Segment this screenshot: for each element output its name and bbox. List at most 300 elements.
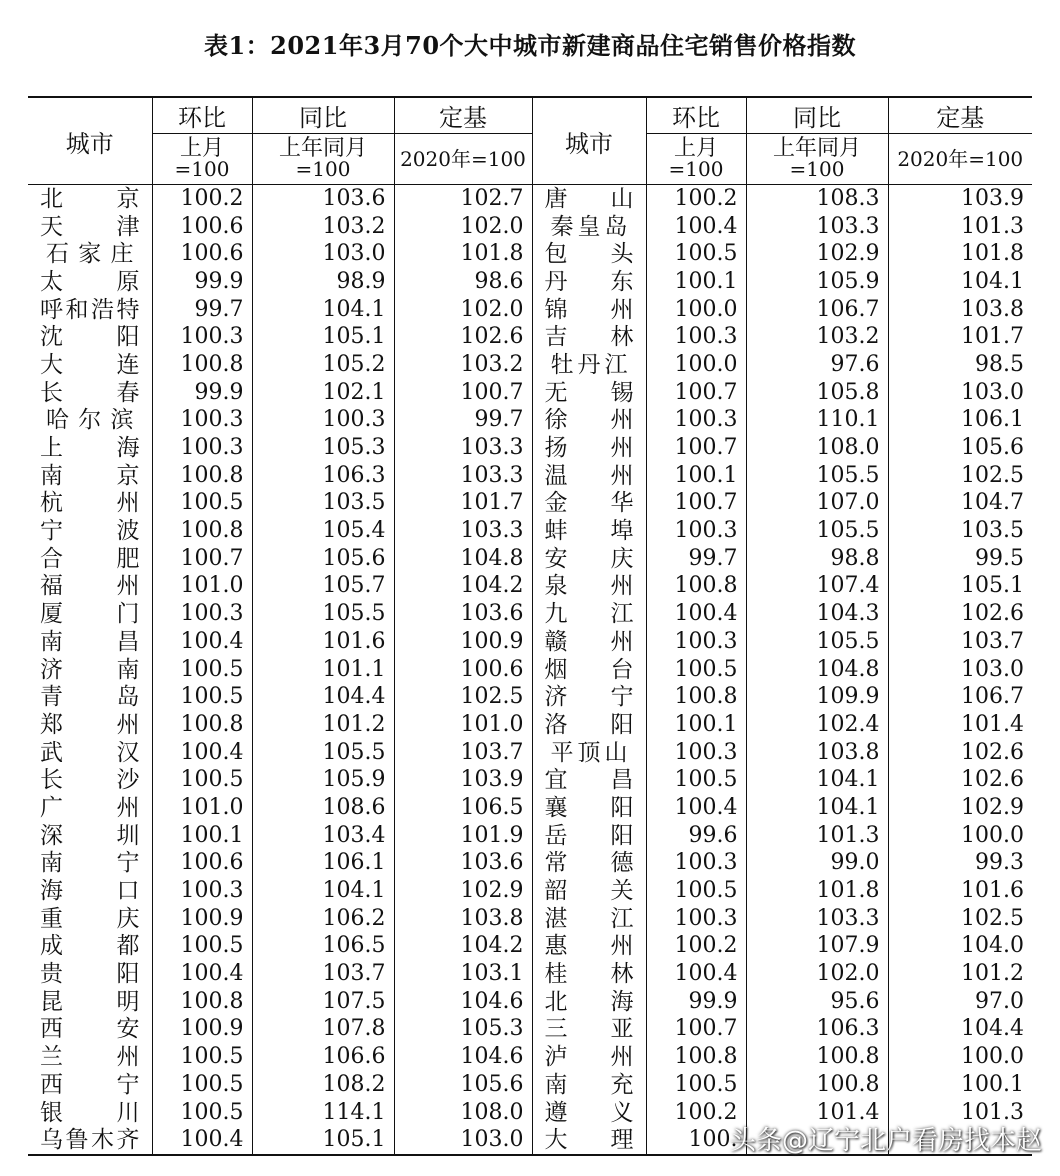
- table-row: [28, 407, 1032, 435]
- fixed-value-left: 104.6: [394, 988, 532, 1016]
- yoy-value-left: 103.0: [252, 240, 394, 268]
- yoy-value-left: 101.2: [252, 711, 394, 739]
- city-label: 三 亚: [544, 1016, 634, 1043]
- city-name-right: [532, 1126, 646, 1155]
- yoy-value-right: 110.1: [746, 407, 888, 435]
- fixed-value-right: 104.0: [888, 933, 1032, 961]
- table-row: [28, 379, 1032, 407]
- yoy-value-right: 106.3: [746, 1016, 888, 1044]
- table-row: [28, 323, 1032, 351]
- yoy-header-right: 同比: [746, 97, 888, 134]
- yoy-value-left: 106.5: [252, 933, 394, 961]
- fixed-value-right: 104.7: [888, 490, 1032, 518]
- city-name-left: [28, 573, 152, 601]
- mom-value-right: 100.2: [646, 1099, 746, 1127]
- mom-value-right: 100.7: [646, 490, 746, 518]
- yoy-value-right: 100.8: [746, 1043, 888, 1071]
- city-label: 大 理: [544, 1127, 634, 1154]
- fixed-value-left: 103.0: [394, 1126, 532, 1155]
- city-label: 上 海: [40, 435, 140, 462]
- city-name-left: [28, 462, 152, 490]
- city-label: 济 宁: [544, 684, 634, 711]
- table-row: [28, 600, 1032, 628]
- fixed-value-left: 108.0: [394, 1099, 532, 1127]
- fixed-value-right: 105.6: [888, 434, 1032, 462]
- city-label: 福 州: [40, 573, 140, 600]
- mom-value-right: 100.2: [646, 185, 746, 213]
- yoy-value-left: 98.9: [252, 268, 394, 296]
- fixed-value-left: 102.9: [394, 877, 532, 905]
- table-row: [28, 1071, 1032, 1099]
- city-name-right: [532, 933, 646, 961]
- mom-value-right: 100.7: [646, 434, 746, 462]
- mom-value-left: 100.6: [152, 240, 252, 268]
- fixed-value-left: 104.2: [394, 933, 532, 961]
- city-label: 重 庆: [40, 905, 140, 932]
- mom-value-right: 99.6: [646, 822, 746, 850]
- city-header-right: 城市: [532, 97, 646, 185]
- city-name-left: [28, 379, 152, 407]
- city-label: 西 安: [40, 1016, 140, 1043]
- yoy-value-right: 95.6: [746, 988, 888, 1016]
- mom-value-left: 100.6: [152, 850, 252, 878]
- city-label: 牡 丹 江: [550, 351, 628, 378]
- mom-value-left: 100.8: [152, 517, 252, 545]
- yoy-value-left: 106.3: [252, 462, 394, 490]
- table-title: 表1：2021年3月70个大中城市新建商品住宅销售价格指数: [203, 31, 857, 60]
- mom-value-right: 100.1: [646, 462, 746, 490]
- city-name-left: [28, 739, 152, 767]
- city-label: 襄 阳: [544, 794, 634, 821]
- mom-value-left: 100.1: [152, 822, 252, 850]
- city-name-left: [28, 628, 152, 656]
- yoy-value-left: 108.2: [252, 1071, 394, 1099]
- fixed-value-left: 104.6: [394, 1043, 532, 1071]
- table-row: [28, 988, 1032, 1016]
- fixed-value-left: 102.6: [394, 323, 532, 351]
- fixed-value-left: 101.0: [394, 711, 532, 739]
- yoy-value-left: 105.7: [252, 573, 394, 601]
- city-name-left: [28, 1016, 152, 1044]
- mom-value-right: 100.4: [646, 213, 746, 241]
- city-name-left: [28, 1071, 152, 1099]
- city-name-left: [28, 240, 152, 268]
- fixed-value-right: 106.7: [888, 683, 1032, 711]
- mom-value-left: 100.5: [152, 490, 252, 518]
- city-label: 南 充: [544, 1071, 634, 1098]
- mom-value-left: 100.5: [152, 1099, 252, 1127]
- mom-value-right: 100.3: [646, 905, 746, 933]
- mom-value-left: 100.2: [152, 185, 252, 213]
- yoy-value-right: 97.6: [746, 351, 888, 379]
- yoy-value-right: 105.5: [746, 517, 888, 545]
- mom-value-left: 100.5: [152, 683, 252, 711]
- city-label: 大 连: [40, 351, 140, 378]
- table-row: [28, 296, 1032, 324]
- city-header-left: 城市: [28, 97, 152, 185]
- mom-value-left: 100.5: [152, 933, 252, 961]
- city-name-left: [28, 600, 152, 628]
- mom-base-line2: =100: [668, 157, 724, 181]
- mom-value-left: 100.5: [152, 1071, 252, 1099]
- yoy-value-left: 102.1: [252, 379, 394, 407]
- yoy-value-left: 108.6: [252, 794, 394, 822]
- fixed-value-right: 102.9: [888, 794, 1032, 822]
- city-name-left: [28, 407, 152, 435]
- table-row: [28, 1016, 1032, 1044]
- mom-value-right: 100.3: [646, 739, 746, 767]
- mom-value-right: 100.4: [646, 600, 746, 628]
- city-name-left: [28, 490, 152, 518]
- city-label: 深 圳: [40, 822, 140, 849]
- mom-base-left: [152, 134, 252, 185]
- city-label: 杭 州: [40, 490, 140, 517]
- mom-value-right: 100.5: [646, 877, 746, 905]
- fixed-value-left: 103.1: [394, 960, 532, 988]
- mom-header-left: 环比: [152, 97, 252, 134]
- city-name-left: [28, 905, 152, 933]
- fixed-value-right: 105.1: [888, 573, 1032, 601]
- fixed-value-left: 103.3: [394, 462, 532, 490]
- mom-value-left: 100.7: [152, 545, 252, 573]
- city-name-left: [28, 960, 152, 988]
- city-label: 太 原: [40, 268, 140, 295]
- fixed-value-left: 103.2: [394, 351, 532, 379]
- fixed-value-left: 100.9: [394, 628, 532, 656]
- fixed-value-right: 102.5: [888, 462, 1032, 490]
- table-row: [28, 573, 1032, 601]
- table-row: [28, 517, 1032, 545]
- city-name-left: [28, 683, 152, 711]
- yoy-value-left: 105.2: [252, 351, 394, 379]
- city-label: 平 顶 山: [550, 739, 628, 766]
- fixed-value-left: 103.7: [394, 739, 532, 767]
- yoy-value-left: 105.1: [252, 1126, 394, 1155]
- yoy-value-left: 101.1: [252, 656, 394, 684]
- city-label: 洛 阳: [544, 711, 634, 738]
- city-label: 济 南: [40, 656, 140, 683]
- mom-value-left: 100.4: [152, 628, 252, 656]
- city-label: 南 京: [40, 462, 140, 489]
- yoy-value-left: 103.6: [252, 185, 394, 213]
- table-row: [28, 933, 1032, 961]
- city-name-right: [532, 351, 646, 379]
- city-name-left: [28, 323, 152, 351]
- city-label: 西 宁: [40, 1071, 140, 1098]
- fixed-value-right: 101.2: [888, 960, 1032, 988]
- city-name-left: [28, 1126, 152, 1155]
- city-name-left: [28, 268, 152, 296]
- table-row: [28, 1043, 1032, 1071]
- city-label: 乌 鲁 木 齐: [40, 1127, 140, 1154]
- table-row: [28, 628, 1032, 656]
- city-name-right: [532, 683, 646, 711]
- city-name-left: [28, 988, 152, 1016]
- yoy-value-left: 103.7: [252, 960, 394, 988]
- mom-value-left: 100.5: [152, 1043, 252, 1071]
- fixed-value-right: 102.6: [888, 766, 1032, 794]
- mom-value-left: 100.9: [152, 1016, 252, 1044]
- fixed-value-left: 103.8: [394, 905, 532, 933]
- yoy-value-right: 102.0: [746, 960, 888, 988]
- fixed-value-left: 103.3: [394, 517, 532, 545]
- fixed-value-right: 97.0: [888, 988, 1032, 1016]
- price-index-table: [28, 96, 1032, 1156]
- city-name-left: [28, 545, 152, 573]
- city-name-right: [532, 711, 646, 739]
- city-name-right: [532, 656, 646, 684]
- city-label: 温 州: [544, 462, 634, 489]
- yoy-base-line2: =100: [789, 157, 845, 181]
- mom-value-left: 100.3: [152, 434, 252, 462]
- yoy-value-right: 107.0: [746, 490, 888, 518]
- city-label: 秦 皇 岛: [550, 213, 628, 240]
- city-name-right: [532, 766, 646, 794]
- yoy-value-left: 104.1: [252, 296, 394, 324]
- mom-value-right: 100.3: [646, 517, 746, 545]
- city-label: 南 宁: [40, 850, 140, 877]
- yoy-value-right: 105.8: [746, 379, 888, 407]
- mom-value-right: 100.5: [646, 1071, 746, 1099]
- city-label: 合 肥: [40, 545, 140, 572]
- city-name-right: [532, 434, 646, 462]
- mom-value-right: 100.8: [646, 683, 746, 711]
- fixed-value-left: 106.5: [394, 794, 532, 822]
- yoy-value-right: 100.8: [746, 1071, 888, 1099]
- city-name-right: [532, 1016, 646, 1044]
- fixed-value-right: 102.6: [888, 600, 1032, 628]
- city-label: 徐 州: [544, 407, 634, 434]
- mom-value-left: 100.3: [152, 877, 252, 905]
- fixed-value-left: 99.7: [394, 407, 532, 435]
- yoy-value-left: 103.4: [252, 822, 394, 850]
- city-label: 九 江: [544, 601, 634, 628]
- city-label: 长 春: [40, 379, 140, 406]
- mom-base-right: [646, 134, 746, 185]
- mom-value-right: 100.5: [646, 766, 746, 794]
- fixed-value-right: 103.0: [888, 379, 1032, 407]
- fixed-value-left: 103.6: [394, 600, 532, 628]
- yoy-value-left: 105.9: [252, 766, 394, 794]
- yoy-base-right: [746, 134, 888, 185]
- city-name-right: [532, 877, 646, 905]
- mom-header-right: 环比: [646, 97, 746, 134]
- fixed-value-left: 102.5: [394, 683, 532, 711]
- city-label: 泉 州: [544, 573, 634, 600]
- city-label: 蚌 埠: [544, 518, 634, 545]
- mom-value-right: 100.3: [646, 850, 746, 878]
- city-name-right: [532, 1099, 646, 1127]
- mom-value-left: 100.3: [152, 323, 252, 351]
- mom-value-right: 100.1: [646, 268, 746, 296]
- fixed-value-left: 98.6: [394, 268, 532, 296]
- city-name-right: [532, 573, 646, 601]
- yoy-value-right: 108.0: [746, 434, 888, 462]
- fixed-value-right: 102.5: [888, 905, 1032, 933]
- mom-value-left: 100.4: [152, 739, 252, 767]
- city-label: 兰 州: [40, 1044, 140, 1071]
- city-label: 惠 州: [544, 933, 634, 960]
- yoy-value-right: 101.3: [746, 822, 888, 850]
- fixed-value-right: 99.3: [888, 850, 1032, 878]
- yoy-value-left: 103.5: [252, 490, 394, 518]
- table-row: [28, 545, 1032, 573]
- yoy-value-right: 103.2: [746, 323, 888, 351]
- table-row: [28, 490, 1032, 518]
- city-name-right: [532, 628, 646, 656]
- mom-value-left: 99.7: [152, 296, 252, 324]
- yoy-value-right: 105.9: [746, 268, 888, 296]
- city-name-right: [532, 407, 646, 435]
- fixed-value-right: 101.6: [888, 877, 1032, 905]
- mom-value-left: 100.8: [152, 351, 252, 379]
- fixed-value-left: 104.8: [394, 545, 532, 573]
- city-label: 桂 林: [544, 961, 634, 988]
- table-row: [28, 434, 1032, 462]
- city-label: 唐 山: [544, 185, 634, 212]
- city-label: 遵 义: [544, 1099, 634, 1126]
- yoy-base-left: [252, 134, 394, 185]
- yoy-base-line2: =100: [295, 157, 351, 181]
- fixed-value-left: 101.9: [394, 822, 532, 850]
- fixed-value-right: 100.0: [888, 822, 1032, 850]
- yoy-value-right: 104.3: [746, 600, 888, 628]
- city-label: 沈 阳: [40, 324, 140, 351]
- city-name-left: [28, 933, 152, 961]
- city-name-right: [532, 240, 646, 268]
- fixed-value-right: 100.1: [888, 1071, 1032, 1099]
- fixed-value-left: 101.7: [394, 490, 532, 518]
- table-row: [28, 268, 1032, 296]
- yoy-value-left: 106.2: [252, 905, 394, 933]
- yoy-value-right: 101.4: [746, 1099, 888, 1127]
- mom-value-right: 100.5: [646, 656, 746, 684]
- city-name-left: [28, 711, 152, 739]
- yoy-value-right: 99.0: [746, 850, 888, 878]
- city-label: 无 锡: [544, 379, 634, 406]
- yoy-value-left: 105.5: [252, 739, 394, 767]
- table-row: [28, 711, 1032, 739]
- mom-value-right: 100.3: [646, 407, 746, 435]
- mom-value-left: 100.5: [152, 766, 252, 794]
- city-label: 贵 阳: [40, 961, 140, 988]
- city-name-right: [532, 379, 646, 407]
- city-name-right: [532, 462, 646, 490]
- city-label: 包 头: [544, 241, 634, 268]
- yoy-value-right: 104.1: [746, 794, 888, 822]
- table-row: [28, 739, 1032, 767]
- mom-value-right: 99.7: [646, 545, 746, 573]
- city-name-right: [532, 185, 646, 213]
- yoy-value-left: 104.1: [252, 877, 394, 905]
- yoy-value-left: 114.1: [252, 1099, 394, 1127]
- table-row: [28, 240, 1032, 268]
- mom-value-left: 101.0: [152, 573, 252, 601]
- yoy-value-left: 105.5: [252, 600, 394, 628]
- city-name-left: [28, 517, 152, 545]
- fixed-base-left: 2020年=100: [394, 134, 532, 185]
- table-row: [28, 877, 1032, 905]
- table-header: [28, 97, 1032, 185]
- fixed-value-right: 101.8: [888, 240, 1032, 268]
- city-name-left: [28, 434, 152, 462]
- yoy-value-left: 106.6: [252, 1043, 394, 1071]
- city-label: 广 州: [40, 794, 140, 821]
- city-label: 烟 台: [544, 656, 634, 683]
- city-label: 金 华: [544, 490, 634, 517]
- mom-value-right: 100.7: [646, 379, 746, 407]
- city-label: 扬 州: [544, 435, 634, 462]
- table-row: [28, 822, 1032, 850]
- mom-value-left: 100.3: [152, 407, 252, 435]
- city-name-left: [28, 213, 152, 241]
- city-name-left: [28, 1043, 152, 1071]
- city-label: 呼 和 浩 特: [40, 296, 140, 323]
- mom-value-right: 100.2: [646, 933, 746, 961]
- mom-value-left: 99.9: [152, 379, 252, 407]
- yoy-value-right: 104.8: [746, 656, 888, 684]
- city-name-right: [532, 600, 646, 628]
- city-label: 丹 东: [544, 268, 634, 295]
- yoy-base-line1: 上年同月: [772, 136, 861, 161]
- city-name-right: [532, 739, 646, 767]
- yoy-value-right: 103.8: [746, 739, 888, 767]
- yoy-value-left: 105.4: [252, 517, 394, 545]
- fixed-value-right: 104.1: [888, 268, 1032, 296]
- city-label: 宁 波: [40, 518, 140, 545]
- city-label: 厦 门: [40, 601, 140, 628]
- city-name-right: [532, 268, 646, 296]
- mom-value-left: 100.3: [152, 600, 252, 628]
- yoy-value-left: 106.1: [252, 850, 394, 878]
- city-name-right: [532, 545, 646, 573]
- mom-value-right: 100.4: [646, 960, 746, 988]
- city-name-right: [532, 490, 646, 518]
- city-label: 长 沙: [40, 767, 140, 794]
- city-label: 海 口: [40, 878, 140, 905]
- fixed-value-left: 105.3: [394, 1016, 532, 1044]
- yoy-value-right: 104.1: [746, 766, 888, 794]
- mom-value-left: 100.4: [152, 1126, 252, 1155]
- yoy-value-right: 101.8: [746, 877, 888, 905]
- yoy-value-right: 105.5: [746, 628, 888, 656]
- city-name-left: [28, 656, 152, 684]
- city-name-left: [28, 766, 152, 794]
- fixed-value-left: 100.6: [394, 656, 532, 684]
- city-name-right: [532, 822, 646, 850]
- yoy-value-left: 100.3: [252, 407, 394, 435]
- fixed-value-left: 101.8: [394, 240, 532, 268]
- watermark: 头条@辽宁北户看房找本赵: [730, 1126, 1043, 1156]
- mom-value-right: 100.1: [646, 711, 746, 739]
- mom-value-right: 100.3: [646, 323, 746, 351]
- fixed-base-right: 2020年=100: [888, 134, 1032, 185]
- city-label: 武 汉: [40, 739, 140, 766]
- mom-value-right: 100.3: [646, 628, 746, 656]
- mom-base-line2: =100: [174, 157, 230, 181]
- table-row: [28, 213, 1032, 241]
- mom-value-left: 100.9: [152, 905, 252, 933]
- fixed-value-right: 99.5: [888, 545, 1032, 573]
- mom-value-right: 100.8: [646, 573, 746, 601]
- yoy-base-line1: 上年同月: [278, 136, 367, 161]
- fixed-value-left: 103.9: [394, 766, 532, 794]
- city-label: 赣 州: [544, 628, 634, 655]
- table-row: [28, 351, 1032, 379]
- city-label: 泸 州: [544, 1044, 634, 1071]
- yoy-value-left: 105.3: [252, 434, 394, 462]
- fixed-value-left: 105.6: [394, 1071, 532, 1099]
